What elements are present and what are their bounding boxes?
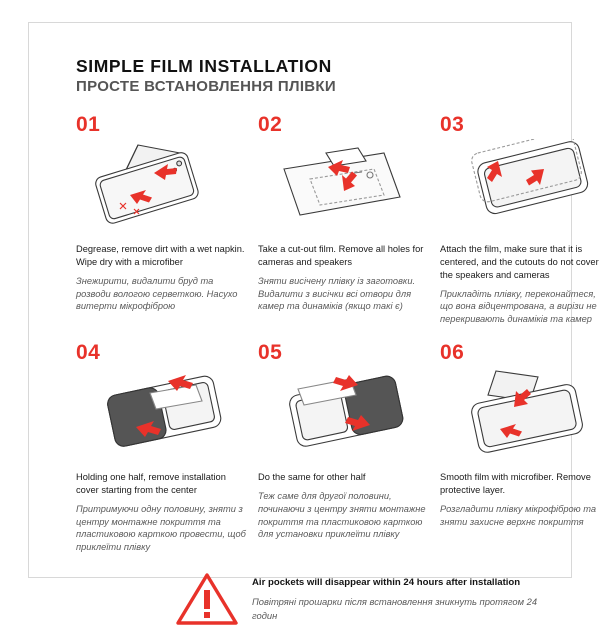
step-text-en: Take a cut-out film. Remove all holes for cameras and speakers bbox=[258, 244, 424, 267]
step-number: 05 bbox=[258, 341, 283, 365]
step-number: 01 bbox=[76, 113, 101, 137]
footer-text-uk: Повітряні прошарки після встановлення зникнуть протягом 24 годин bbox=[252, 596, 538, 621]
step-number: 03 bbox=[440, 113, 465, 137]
steps-grid-second bbox=[76, 341, 597, 554]
step-text-uk: Теж саме для другої половини, починаючи з центру зняти монтажне покриття та пластиковою карткою для установки приклеїти плівку bbox=[258, 490, 426, 540]
step-card bbox=[258, 342, 428, 554]
steps-grid bbox=[76, 113, 599, 326]
content-area bbox=[50, 30, 599, 631]
footer-text-en: Air pockets will disappear within 24 hours after installation bbox=[252, 577, 521, 589]
cut-out-film-icon bbox=[258, 139, 428, 235]
smooth-microfiber-icon bbox=[440, 367, 600, 463]
step-card bbox=[440, 114, 600, 326]
step-text-en: Do the same for other half bbox=[258, 472, 366, 483]
step-text-uk: Прикладіть плівку, переконайтеся, що вона відцентрована, а вирізи не перекривають динаміків та камер bbox=[440, 288, 597, 325]
step-text-uk: Знежирити, видалити бруд та розводи вологою серветкою. Насухо витерти мікрофіброю bbox=[76, 275, 238, 312]
step-text-uk: Розгладити плівку мікрофіброю та зняти захисне верхнє покриття bbox=[440, 503, 597, 527]
step-text-en: Smooth film with microfiber. Remove protective layer. bbox=[440, 472, 591, 495]
step-text-en: Attach the film, make sure that it is centered, and the cutouts do not cover the speakers and cameras bbox=[440, 244, 599, 280]
step-card bbox=[76, 342, 246, 554]
step-text-uk: Притримуючи одну половину, зняти з центру монтажне покриття та пластиковою карткою провести, щоб приклеїти плівку bbox=[76, 503, 246, 553]
footer-note bbox=[76, 570, 548, 631]
warning-triangle-icon bbox=[176, 572, 238, 631]
step-card bbox=[258, 114, 428, 326]
step-card bbox=[76, 114, 246, 326]
page-title: SIMPLE FILM INSTALLATION bbox=[76, 56, 332, 76]
header bbox=[76, 56, 548, 96]
step-text-en: Degrease, remove dirt with a wet napkin. Wipe dry with a microfiber bbox=[76, 244, 245, 267]
footer-text-block bbox=[252, 570, 548, 622]
phone-wipe-cloth-icon bbox=[76, 139, 246, 235]
step-number: 04 bbox=[76, 341, 101, 365]
step-number: 06 bbox=[440, 341, 465, 365]
attach-film-icon bbox=[440, 139, 600, 235]
step-card bbox=[440, 342, 600, 554]
page-subtitle: ПРОСТЕ ВСТАНОВЛЕННЯ ПЛІВКИ bbox=[76, 78, 336, 96]
step-text-en: Holding one half, remove installation cover starting from the center bbox=[76, 472, 226, 495]
step-text-uk: Зняти висічену плівку із заготовки. Видалити з висічки всі отвори для камер та динаміків (якщо такі є) bbox=[258, 275, 416, 312]
row-spacer bbox=[76, 326, 548, 342]
peel-half-cover-icon bbox=[76, 367, 246, 463]
step-number: 02 bbox=[258, 113, 283, 137]
peel-other-half-icon bbox=[258, 367, 428, 463]
